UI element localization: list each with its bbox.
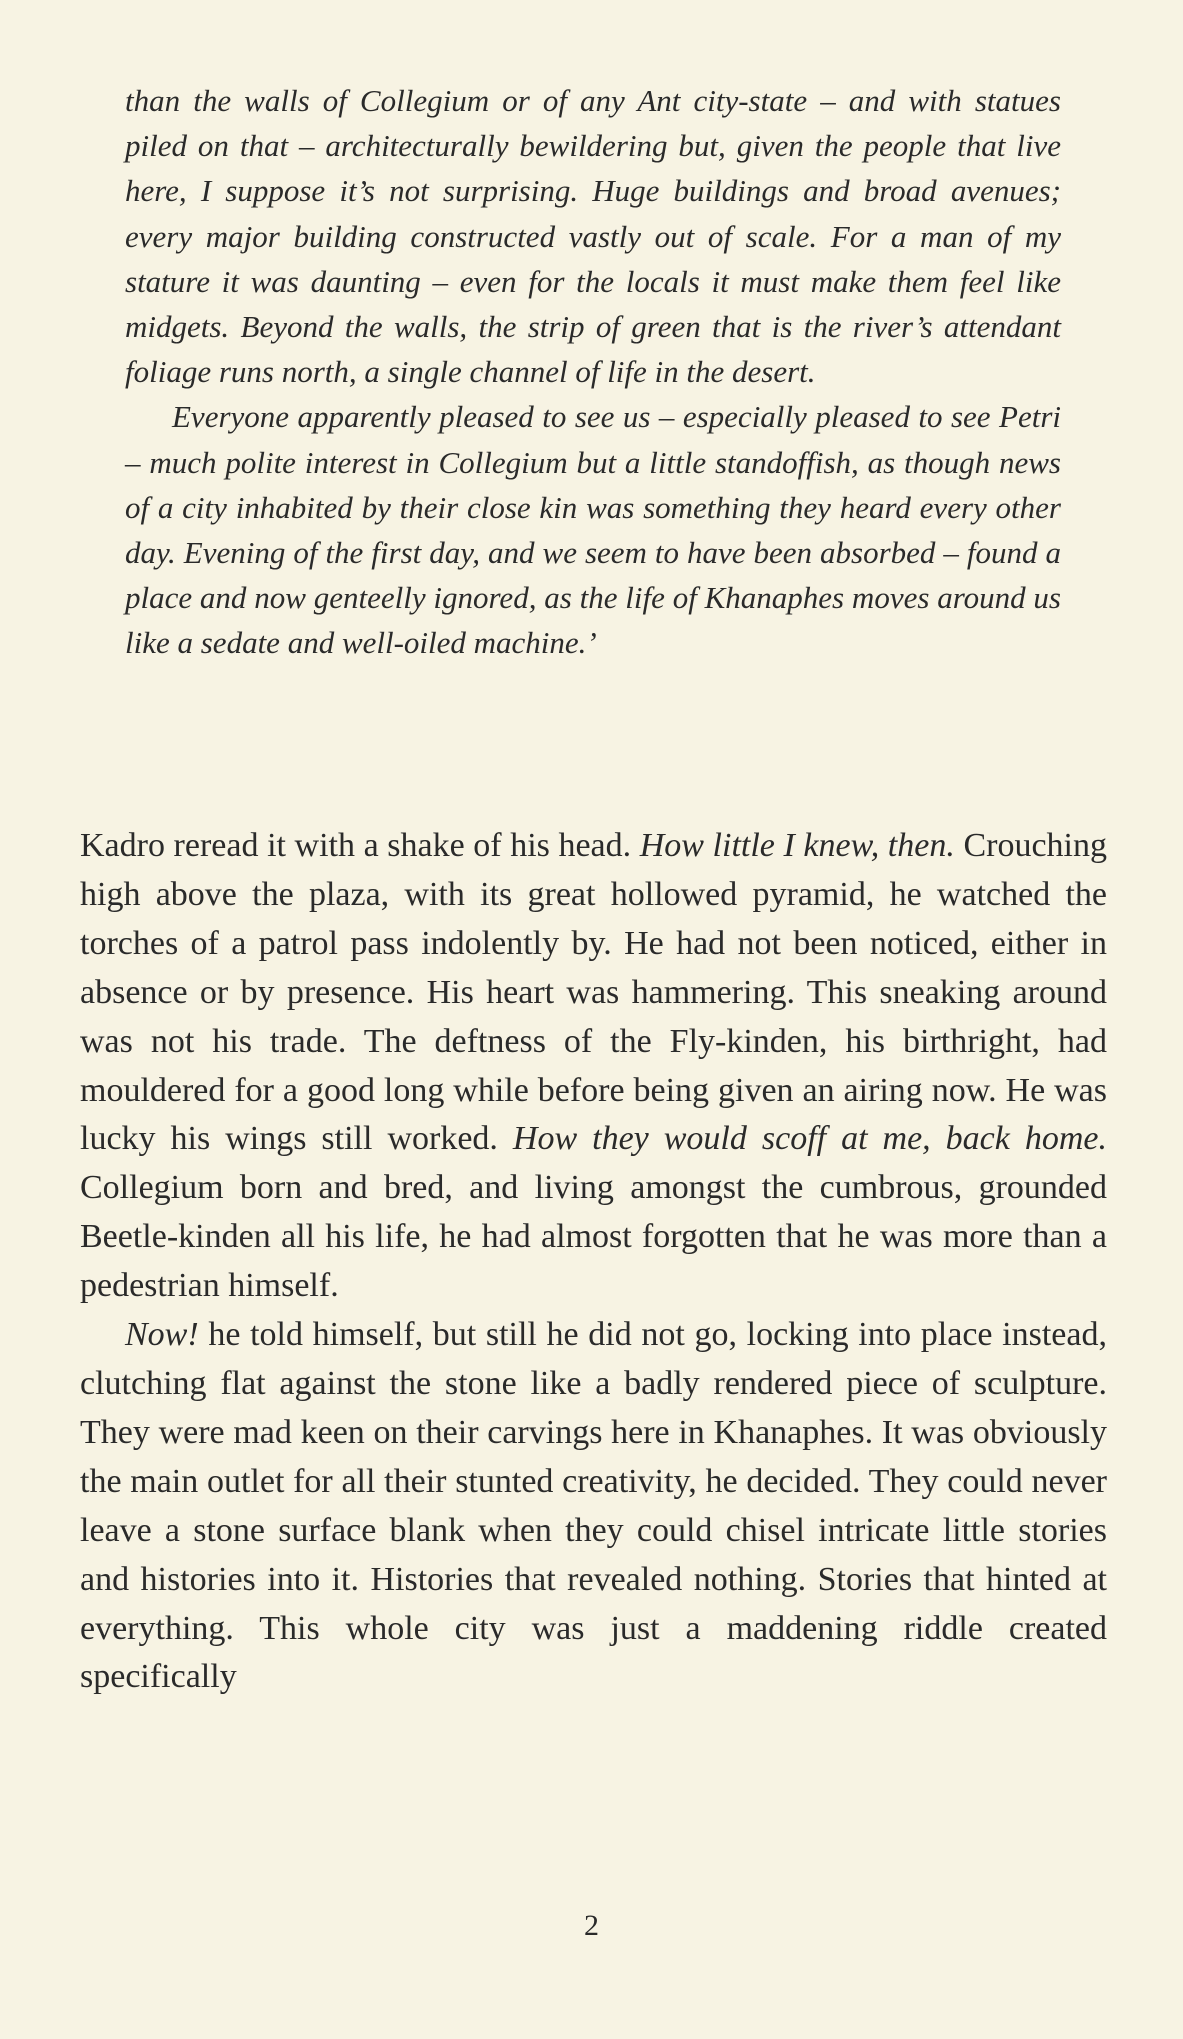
narrative-paragraph xyxy=(80,1311,1107,1702)
italic-thought: Now! xyxy=(125,1316,199,1354)
letter-paragraph: Everyone apparently pleased to see us – especially pleased to see Petri – much polite interest in Collegium but a little standoffish, as though news of a city inhabited by their close kin was something they heard every other day. Evening of the first day, and we seem to have been absorbed – found a place and now genteelly ignored, as the life of Khanaphes moves around us like a sedate and well-oiled machine.’ xyxy=(125,399,1061,661)
text-run: Kadro reread it with a shake of his head. xyxy=(80,827,640,864)
italic-thought: How little I knew, then. xyxy=(639,827,955,864)
narrative-text xyxy=(80,822,1107,1702)
narrative-paragraph xyxy=(80,822,1107,1311)
text-run: Collegium born and bred, and living amongst the cumbrous, grounded Beetle-kinden all his life, he had almost forgotten that he was more than a pedestrian himself. xyxy=(80,1169,1107,1305)
text-run: he told himself, but still he did not go, locking into place instead, clutching flat against the stone like a badly rendered piece of sculpture. They were mad keen on their carvings here in Khanaphes. It was obviously the main outlet for all their stunted creativity, he decided. They could never leave a stone surface blank when they could chisel intricate little stories and histories into it. Histories that revealed nothing. Stories that hinted at everything. This whole city was just a maddening riddle created specifically xyxy=(80,1316,1107,1696)
page-number: 2 xyxy=(584,1909,599,1942)
text-run: Crouching high above the plaza, with its great hollowed pyramid, he watched the torches of a patrol pass indolently by. He had not been noticed, either in absence or by presence. His heart was hammering. This sneaking around was not his trade. The deftness of the Fly-kinden, his birthright, had mouldered for a good long while before being given an airing now. He was lucky his wings still worked. xyxy=(80,827,1107,1158)
letter-paragraph: than the walls of Collegium or of any Ant city-state – and with statues piled on that – architecturally bewildering but, given the people that live here, I suppose it’s not surprising. Huge buildings and broad avenues; every major building constructed vastly out of scale. For a man of my stature it was daunting – even for the locals it must make them feel like midgets. Beyond the walls, the strip of green that is the river’s attendant foliage runs north, a single channel of life in the desert. xyxy=(125,83,1061,390)
quoted-letter xyxy=(125,78,1061,666)
italic-thought: How they would scoff at me, back home. xyxy=(512,1120,1107,1158)
